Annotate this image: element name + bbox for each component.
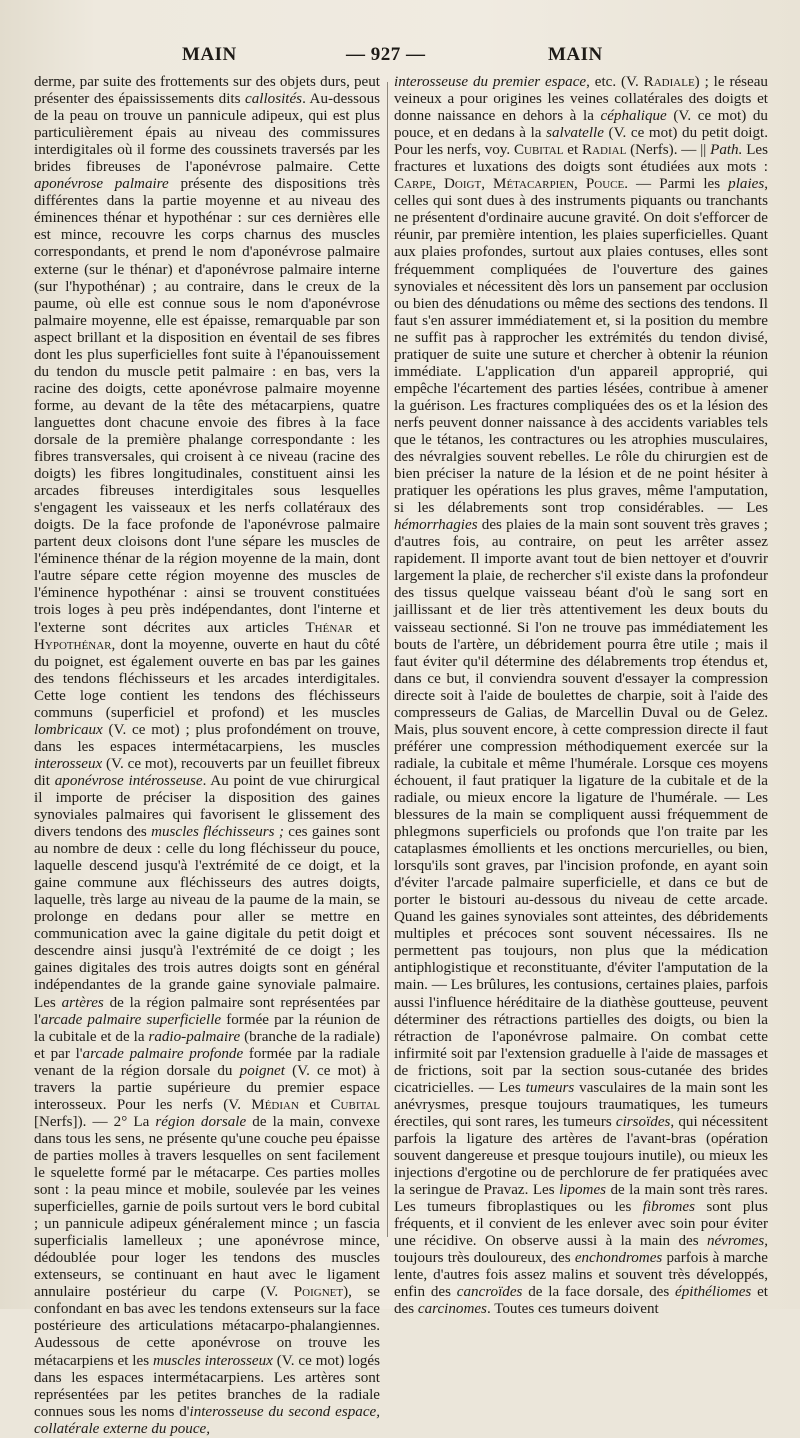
left-column [34,74,380,1438]
page-number: — 927 — [346,44,426,65]
running-head-right: MAIN [548,44,603,65]
running-head-left: MAIN [182,44,237,65]
running-head [0,44,800,70]
left-column-text: derme, par suite des frottements sur des objets durs, peut présenter des épaississements dits callosités. Au-dessous de la peau on trouve un pannicule adipeux, qui est plus particulièrement épais au niveau des commissures interdigitales où il forme des coussinets traversés par les brides fibreuses de l'aponévrose palmaire. Cette aponévrose palmaire présente des dispositions très différentes dans la partie moyenne et au niveau des éminences thénar et hypothénar : sur ces dernières elle est mince, recouvre les corps charnus des muscles correspondants, et prend le nom d'aponévrose palmaire externe (sur le thénar) et d'aponévrose palmaire interne (sur l'hypothénar) ; au contraire, dans le creux de la paume, où elle est connue sous le nom d'aponévrose palmaire moyenne, elle est épaisse, remarquable par son aspect brillant et la disposition en éventail de ses fibres dont les plus superficielles font suite à l'épanouissement du tendon du muscle petit palmaire : en bas, vers la racine des doigts, cette aponévrose palmaire moyenne forme, au devant de la tête des métacarpiens, quatre languettes dont chacune envoie des fibres à la face dorsale de la première phalange correspondante : les fibres transversales, qui croisent à ce niveau (racine des doigts) les fibres longitudinales, constituent ainsi les arcades fibreuses interdigitales sous lesquelles s'engagent les vaisseaux et les nerfs collatéraux des doigts. De la face profonde de l'aponévrose palmaire partent deux cloisons dont l'une sépare les muscles de l'éminence thénar de la région moyenne de la main, dont l'autre sépare cette région moyenne des muscles de l'éminence hypothénar : ainsi se trouvent constituées trois loges à peu près indépendantes, dont l'interne et l'externe sont décrites aux articles Thénar et Hypothénar, dont la moyenne, ouverte en haut du côté du poignet, est également ouverte en bas par les gaines des tendons fléchisseurs et les arcades interdigitales. Cette loge contient les tendons des fléchisseurs communs (superficiel et profond) et les muscles lombricaux (V. ce mot) ; plus profondément on trouve, dans les espaces intermétacarpiens, les muscles interosseux (V. ce mot), recouverts par un feuillet fibreux dit aponévrose intérosseuse. Au point de vue chirurgical il importe de préciser la disposition des gaines synoviales palmaires qui favorisent le glissement des divers tendons des muscles fléchisseurs ; ces gaines sont au nombre de deux : celle du long fléchisseur du pouce, laquelle descend jusqu'à l'extrémité de ce doigt, et la gaine commune aux fléchisseurs des autres doigts, laquelle, très large au niveau de la paume de la main, se prolonge en dedans pour aller se mettre en communication avec la gaine digitale du petit doigt et descendre ainsi jusqu'à l'extrémité de ce doigt ; les gaines digitales des trois autres doigts sont en général indépendantes de la grande gaine synoviale palmaire. Les artères de la région palmaire sont représentées par l'arcade palmaire superficielle formée par la réunion de la cubitale et de la radio-palmaire (branche de la radiale) et par l'arcade palmaire profonde formée par la radiale venant de la région dorsale du poignet (V. ce mot) à travers la partie supérieure du premier espace interosseux. Pour les nerfs (V. Médian et Cubital [Nerfs]). — 2° La région dorsale de la main, convexe dans tous les sens, ne présente qu'une couche peu épaisse de parties molles à travers lesquelles on sent facilement le squelette formé par le métacarpe. Ces parties molles sont : la peau mince et mobile, soulevée par les veines superficielles, garnie de poils surtout vers le bord cubital ; un pannicule adipeux généralement mince ; un fascia superficialis lamelleux ; une aponévrose mince, dédoublée pour loger les tendons des muscles extenseurs, se continuant en haut avec le ligament annulaire postérieur du carpe (V. Poignet), se confondant en bas avec les tendons extenseurs sur la face postérieure des articulations métacarpo-phalangiennes. Audessous de cette aponévrose on trouve les métacarpiens et les muscles interosseux (V. ce mot) logés dans les espaces intermétacarpiens. Les artères sont représentées par les petites branches de la radiale connues sous les noms d'interosseuse du second espace, collatérale externe du pouce, [34,74,381,1437]
right-column [394,74,768,1318]
right-column-text: interosseuse du premier espace, etc. (V. Radiale) ; le réseau veineux a pour origines les veines collatérales des doigts et donne naissance en dehors à la céphalique (V. ce mot) du pouce, et en dedans à la salvatelle (V. ce mot) du petit doigt. Pour les nerfs, voy. Cubital et Radial (Nerfs). — || Path. Les fractures et luxations des doigts sont étudiées aux mots : Carpe, Doigt, Métacarpien, Pouce. — Parmi les plaies, celles qui sont dues à des instruments piquants ou tranchants ne présentent d'ordinaire aucune gravité. On doit s'efforcer de réunir, par première intention, les plaies superficielles. Quant aux plaies profondes, surtout aux plaies contuses, elles sont fréquemment compliquées de l'ouverture des gaines synoviales et nécessitent dès lors un pansement par occlusion ou bien des dénudations ou même des sections des tendons. Il faut s'en assurer immédiatement et, si la position du membre ne suffit pas à rapprocher les extrémités du tendon divisé, pratiquer de suite une suture et chercher à obtenir la réunion immédiate. L'application d'un appareil approprié, qui empêche l'écartement des parties lésées, contribue à amener la guérison. Les fractures compliquées des os et la lésion des nerfs peuvent donner naissance à des accidents variables tels que le tétanos, les contractures ou les atrophies musculaires, des névralgies souvent rebelles. Le rôle du chirurgien est de bien préciser la nature de la lésion et de ne point hésiter à pratiquer les opérations les plus graves, même l'amputation, si les délabrements sont trop considérables. — Les hémorrhagies des plaies de la main sont souvent très graves ; d'autres fois, au contraire, on peut les arrêter assez rapidement. Il importe avant tout de bien nettoyer et d'ouvrir largement la plaie, de rechercher s'il existe dans la profondeur des tissus quelque vaisseau béant d'où le sang sort en jaillissant et de lier très attentivement les deux bouts du vaisseau sectionné. Si l'on ne trouve pas immédiatement les bouts de l'artère, un débridement pourra être utile ; mais il faut éviter qu'il détermine des délabrements trop étendus et, dans ce but, il conviendra souvent d'essayer la compression directe soit à l'aide de boulettes de charpie, soit à l'aide des compresseurs de Galias, de Marcellin Duval ou de Gelez. Mais, plus souvent encore, à cette compression directe il faut préférer une compression méthodiquement exercée sur la radiale, la cubitale et même l'humérale. Lorsque ces moyens échouent, il faut pratiquer la ligature de la cubitale et de la radiale, ou mieux encore la ligature de l'humérale. — Les blessures de la main se compliquent aussi fréquemment de phlegmons superficiels ou profonds que l'on traite par les cataplasmes émollients et les onctions mercurielles, ou bien, lorsqu'ils sont graves, par l'incision profonde, en ayant soin d'éviter l'arcade palmaire superficielle, et dans ce but de porter le bistouri au-dessous du niveau de cette arcade. Quand les gaines synoviales sont atteintes, des débridements multiples et précoces sont souvent nécessaires. Ils ne permettent pas toujours, non plus que la médication antiphlogistique et reconstituante, d'éviter l'amputation de la main. — Les brûlures, les contusions, certaines plaies, parfois aussi l'influence héréditaire de la diathèse goutteuse, peuvent déterminer des rétractions partielles des doigts, ou bien la rétraction de l'aponévrose palmaire. On combat cette infirmité soit par l'extension graduelle à l'aide de massages et de frictions, soit par la section sous-cutanée des brides cicatricielles. — Les tumeurs vasculaires de la main sont les anévrysmes, presque toujours traumatiques, les tumeurs érectiles, qui sont rares, les tumeurs cirsoïdes, qui nécessitent parfois la ligature des artères de l'avant-bras (opération souvent dangereuse et presque toujours inutile), ou mieux les injections d'ergotine ou de perchlorure de fer pratiquées avec la seringue de Pravaz. Les lipomes de la main sont très rares. Les tumeurs fibroplastiques ou les fibromes sont plus fréquents, et il convient de les enlever avec soin pour éviter une récidive. On observe aussi à la main des névromes, toujours très douloureux, des enchondromes parfois à marche lente, d'autres fois assez malins et souvent très développés, enfin des cancroïdes de la face dorsale, des épithéliomes et des carcinomes. Toutes ces tumeurs doivent [394,74,769,1318]
column-divider [387,82,388,1237]
